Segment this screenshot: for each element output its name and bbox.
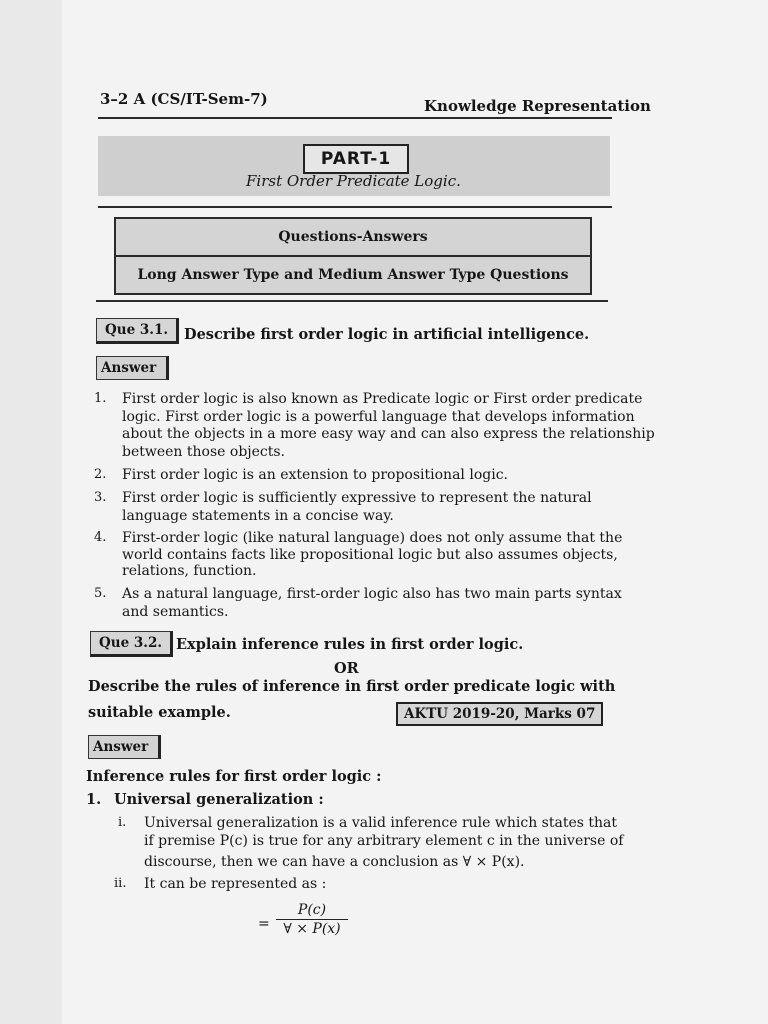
list-item-line: First order logic is sufficiently expressive to represent the natural bbox=[122, 490, 592, 506]
question-text-alt: Describe the rules of inference in first order predicate logic with bbox=[88, 678, 616, 695]
sub-item-line: Universal generalization is a valid inference rule which states that bbox=[144, 815, 617, 831]
formula-denominator: ∀ × P(x) bbox=[283, 921, 341, 937]
question-text: Describe first order logic in artificial intelligence. bbox=[184, 326, 590, 343]
list-item-line: between those objects. bbox=[122, 443, 286, 460]
part-subtitle: First Order Predicate Logic. bbox=[246, 172, 461, 190]
formula-numerator: P(c) bbox=[276, 902, 348, 920]
list-item-line: logic. First order logic is a powerful language that develops information bbox=[122, 408, 635, 425]
formula-equals: = bbox=[258, 916, 270, 932]
answer-label: Answer bbox=[96, 356, 169, 380]
sub-number: 1. bbox=[86, 791, 102, 808]
question-label: Que 3.2. bbox=[90, 631, 173, 657]
list-number: 3. bbox=[94, 490, 107, 505]
list-number: 2. bbox=[94, 467, 107, 482]
list-item-line: relations, function. bbox=[122, 563, 257, 579]
sub-item-line: It can be represented as : bbox=[144, 876, 327, 892]
list-item-line: First order logic is an extension to propositional logic. bbox=[122, 467, 508, 483]
part-rule bbox=[98, 206, 612, 208]
question-label: Que 3.1. bbox=[96, 318, 179, 344]
roman-numeral: i. bbox=[118, 815, 127, 830]
list-item-line: First-order logic (like natural language) does not only assume that the bbox=[122, 530, 623, 546]
qa-title: Questions-Answers bbox=[116, 219, 590, 257]
sub-item-line: discourse, then we can have a conclusion as ∀ × P(x). bbox=[144, 854, 525, 870]
header-rule bbox=[98, 117, 612, 119]
qa-rule bbox=[96, 300, 608, 302]
list-item-line: language statements in a concise way. bbox=[122, 507, 394, 524]
list-item-line: about the objects in a more easy way and can also express the relationship bbox=[122, 426, 655, 442]
list-item-line: As a natural language, first-order logic also has two main parts syntax bbox=[122, 586, 622, 602]
question-text-alt-cont: suitable example. bbox=[88, 704, 231, 721]
qa-box bbox=[114, 217, 592, 295]
sub-item-line: if premise P(c) is true for any arbitrary element c in the universe of bbox=[144, 833, 624, 849]
formula-fraction bbox=[276, 902, 348, 937]
list-item-line: world contains facts like propositional logic but also assumes objects, bbox=[122, 546, 618, 563]
section-heading: Inference rules for first order logic : bbox=[86, 768, 382, 785]
running-header-right: Knowledge Representation bbox=[424, 97, 651, 115]
list-number: 1. bbox=[94, 391, 107, 406]
roman-numeral: ii. bbox=[114, 876, 127, 891]
question-text: Explain inference rules in first order logic. bbox=[176, 636, 524, 653]
list-item-line: and semantics. bbox=[122, 603, 229, 620]
list-number: 5. bbox=[94, 586, 107, 601]
running-header-left: 3–2 A (CS/IT-Sem-7) bbox=[100, 90, 268, 108]
list-number: 4. bbox=[94, 530, 107, 545]
qa-subtitle: Long Answer Type and Medium Answer Type Questions bbox=[137, 267, 569, 283]
part-label: PART-1 bbox=[303, 144, 409, 174]
or-separator: OR bbox=[334, 660, 359, 677]
list-item-line: First order logic is also known as Predicate logic or First order predicate bbox=[122, 391, 643, 407]
exam-reference-badge: AKTU 2019-20, Marks 07 bbox=[396, 702, 603, 726]
answer-label: Answer bbox=[88, 735, 161, 759]
sub-heading: Universal generalization : bbox=[114, 791, 324, 808]
